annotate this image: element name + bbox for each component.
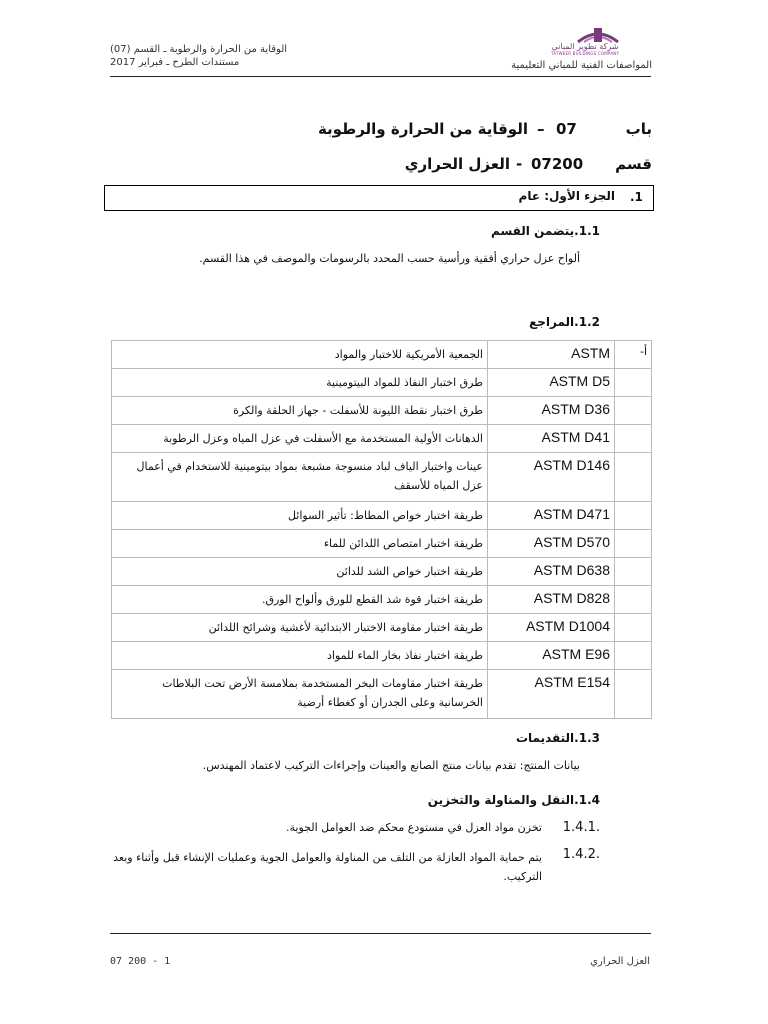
chapter-number: 07 (556, 120, 577, 138)
reference-code: ASTM D146 (488, 453, 615, 502)
reference-item-number (615, 453, 652, 502)
reference-item-number (615, 502, 652, 530)
references-table (111, 340, 652, 719)
section-1-3-text: بيانات المنتج: تقدم بيانات منتج الصانع والعينات وإجراءات التركيب لاعتماد المهندس. (202, 759, 580, 772)
reference-description: طريقة اختبار نفاذ بخار الماء للمواد (112, 642, 488, 670)
reference-description: طرق اختبار النفاذ للمواد البيتومينية (112, 369, 488, 397)
reference-item-number (615, 397, 652, 425)
reference-item-number (615, 558, 652, 586)
section-1-4-heading: 1.4.النقل والمناولة والتخزين (427, 793, 600, 807)
reference-row (112, 341, 652, 369)
reference-item-number: أ- (615, 341, 652, 369)
reference-row (112, 397, 652, 425)
section-1-4-1-text: تخزن مواد العزل في مستودع محكم ضد العوامل الجوية. (285, 821, 542, 834)
reference-description: طريقة اختبار قوة شد القطع للورق وألواح الورق. (112, 586, 488, 614)
reference-item-number (615, 530, 652, 558)
reference-code: ASTM E154 (488, 670, 615, 719)
section-title: العزل الحراري (404, 155, 510, 173)
reference-code: ASTM D638 (488, 558, 615, 586)
header-doc-title: الوقاية من الحرارة والرطوبة ـ القسم (07) (110, 44, 288, 55)
reference-description: طريقة اختبار امتصاص اللدائن للماء (112, 530, 488, 558)
reference-code: ASTM E96 (488, 642, 615, 670)
reference-description: الدهانات الأولية المستخدمة مع الأسفلت في عزل المياه وعزل الرطوبة (112, 425, 488, 453)
section-label: قسم (615, 155, 652, 173)
reference-row (112, 369, 652, 397)
reference-code: ASTM D36 (488, 397, 615, 425)
reference-code: ASTM D570 (488, 530, 615, 558)
chapter-dash: – (537, 120, 545, 138)
reference-description: طريقة اختبار خواص الشد للدائن (112, 558, 488, 586)
chapter-title: الوقاية من الحرارة والرطوبة (317, 120, 528, 138)
chapter-label: باب (625, 120, 652, 138)
reference-description: طريقة اختبار خواص المطاط: تأثير السوائل (112, 502, 488, 530)
reference-row (112, 614, 652, 642)
reference-item-number (615, 369, 652, 397)
reference-item-number (615, 586, 652, 614)
reference-description: طريقة اختبار مقاومة الاختبار الابتدائية لأغشية وشرائح اللدائن (112, 614, 488, 642)
reference-row (112, 586, 652, 614)
section-1-4-2-text: يتم حماية المواد العازلة من التلف من المناولة والعوامل الجوية وعمليات الإنشاء قبل وأثناء وبعد التركيب. (113, 851, 542, 883)
reference-item-number (615, 425, 652, 453)
reference-row (112, 642, 652, 670)
section-1-2-heading: 1.2.المراجع (529, 315, 600, 329)
section-1-3-heading: 1.3.التقديمات (515, 731, 600, 745)
company-subname: TATWEER BUILDINGS COMPANY (550, 51, 620, 56)
section-1-1-heading: 1.1.يتضمن القسم (491, 224, 600, 238)
reference-item-number (615, 642, 652, 670)
header-doc-date: مستندات الطرح ـ فبراير 2017 (110, 57, 240, 68)
section-1-4-2-number: 1.4.2. (562, 847, 600, 862)
reference-row (112, 530, 652, 558)
reference-row (112, 425, 652, 453)
reference-code: ASTM D5 (488, 369, 615, 397)
section-number: 07200 (531, 155, 584, 173)
reference-row (112, 502, 652, 530)
reference-code: ASTM D41 (488, 425, 615, 453)
header-rule (110, 76, 651, 77)
footer-rule (110, 933, 651, 934)
part-title: الجزء الأول: عام (518, 189, 615, 203)
reference-description: طرق اختبار نقطة الليونة للأسفلت - جهاز الحلقة والكرة (112, 397, 488, 425)
reference-description: عينات واختبار الياف لباد منسوجة مشبعة بمواد بيتومينية للاستخدام في أعمال عزل المياه للأسقف (112, 453, 488, 502)
reference-code: ASTM D1004 (488, 614, 615, 642)
company-name: شركة تطوير المباني (551, 42, 619, 51)
reference-code: ASTM (488, 341, 615, 369)
section-dash: - (516, 155, 523, 173)
footer-page-number: 07 200 - 1 (110, 956, 171, 967)
section-1-1-text: ألواح عزل حراري أفقية ورأسية حسب المحدد بالرسومات والموصف في هذا القسم. (199, 252, 580, 265)
reference-code: ASTM D828 (488, 586, 615, 614)
reference-row (112, 558, 652, 586)
reference-row (112, 453, 652, 502)
part-number: .1 (630, 190, 643, 204)
reference-description: طريقة اختبار مقاومات البخر المستخدمة بملامسة الأرض تحت البلاطات الخرسانية وعلى الجدران أو كغطاء أرضية (112, 670, 488, 719)
header-spec-title: المواصفات الفنية للمباني التعليمية (511, 60, 652, 71)
reference-code: ASTM D471 (488, 502, 615, 530)
section-1-4-1-number: 1.4.1. (562, 820, 600, 835)
reference-item-number (615, 614, 652, 642)
reference-row (112, 670, 652, 719)
reference-description: الجمعية الأمريكية للاختبار والمواد (112, 341, 488, 369)
footer-section-title: العزل الحراري (590, 956, 650, 967)
reference-item-number (615, 670, 652, 719)
